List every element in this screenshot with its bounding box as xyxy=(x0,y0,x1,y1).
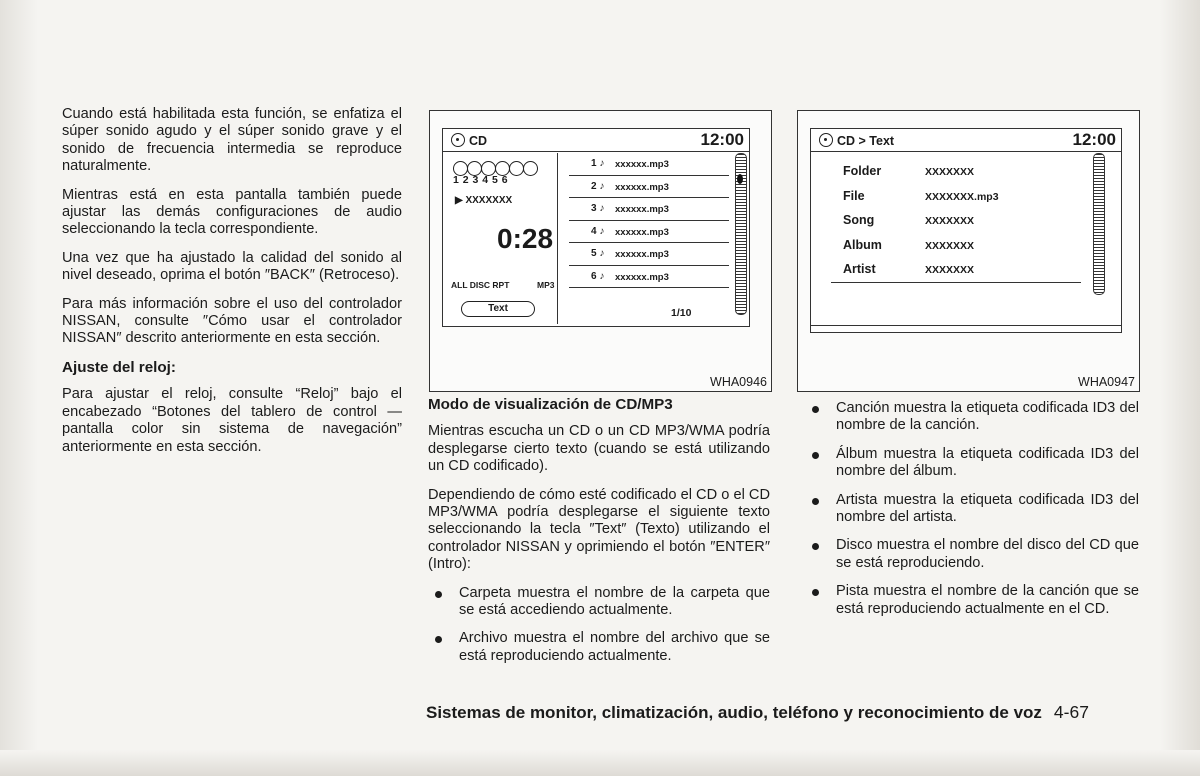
cd-screen xyxy=(442,128,750,327)
track-number: 5 ♪ xyxy=(591,248,605,259)
list-item-text: Pista muestra el nombre de la canción que se está reproduciendo actualmente en el CD. xyxy=(836,583,1139,617)
section-heading: Modo de visualización de CD/MP3 xyxy=(428,396,673,413)
info-value: XXXXXXX xyxy=(925,239,975,252)
list-item xyxy=(805,446,1139,481)
footer-section-title: Sistemas de monitor, climatización, audio, teléfono y reconocimiento de voz xyxy=(426,703,1042,722)
disc-icon xyxy=(451,133,465,147)
screen-title-bar xyxy=(443,129,749,152)
paragraph: Una vez que ha ajustado la calidad del sonido al nivel deseado, oprima el botón ″BACK″ (Retroceso). xyxy=(62,249,402,284)
list-item xyxy=(805,537,1139,572)
track-file: xxxxxx.mp3 xyxy=(615,181,669,193)
scrollbar[interactable] xyxy=(1093,153,1105,295)
info-row xyxy=(831,233,1081,258)
page-number: 4-67 xyxy=(1053,702,1089,722)
mode-indicator xyxy=(451,280,555,290)
bullet-list xyxy=(428,585,770,666)
list-item xyxy=(805,583,1139,618)
clock-heading: Ajuste del reloj: xyxy=(62,358,176,376)
list-item-text: Carpeta muestra el nombre de la carpeta que se está accediendo actualmente. xyxy=(459,584,770,619)
track-number: 1 ♪ xyxy=(591,158,605,169)
track-item[interactable] xyxy=(569,198,729,221)
cd-text-screen xyxy=(810,128,1122,333)
info-row xyxy=(831,184,1081,209)
info-value: XXXXXXX xyxy=(925,166,975,178)
page-edge-left xyxy=(0,0,38,776)
page-edge-bottom xyxy=(0,750,1200,776)
track-item[interactable] xyxy=(569,153,729,176)
track-number: 4 ♪ xyxy=(591,225,605,237)
bullet-list xyxy=(805,400,1139,618)
screen-title: CD > Text xyxy=(837,134,895,148)
info-key: Song xyxy=(843,213,875,227)
track-name: ▶ XXXXXXX xyxy=(455,195,513,206)
list-item xyxy=(428,630,770,665)
list-item-text: Álbum muestra la etiqueta codificada ID3 del nombre del álbum. xyxy=(836,445,1139,480)
figure-code: WHA0947 xyxy=(1078,375,1135,389)
track-list xyxy=(569,153,729,288)
now-playing-panel xyxy=(443,153,558,324)
right-column xyxy=(805,400,1139,629)
middle-column xyxy=(428,396,770,676)
list-item-text: Artista muestra la etiqueta codificada ID3 del nombre del artista. xyxy=(836,491,1139,526)
list-item xyxy=(805,492,1139,527)
paragraph: Para ajustar el reloj, consulte “Reloj” bajo el encabezado “Botones del tablero de control — pantalla color sin sistema de navegación” anteriormente en esta sección. xyxy=(62,386,402,455)
screen-clock: 12:00 xyxy=(700,130,744,149)
disc-icon xyxy=(819,133,833,147)
paragraph: Dependiendo de cómo esté codificado el CD o el CD MP3/WMA podría desplegarse el siguiente texto seleccionando la tecla ″Text″ (Texto) utilizando el controlador NISSAN y oprimiendo el botón ″ENTER″ (Intro): xyxy=(428,486,770,573)
track-number: 2 ♪ xyxy=(591,180,605,192)
bullet-icon xyxy=(435,591,442,598)
track-file: xxxxxx.mp3 xyxy=(615,159,669,170)
disc-numbers: 1 2 3 4 5 6 xyxy=(453,174,508,186)
track-item[interactable] xyxy=(569,221,729,244)
info-row xyxy=(831,257,1081,282)
track-item[interactable] xyxy=(569,243,729,266)
screen-title-bar xyxy=(811,129,1121,152)
info-value: XXXXXXX.mp3 xyxy=(925,190,999,203)
bullet-icon xyxy=(812,406,819,413)
list-item-text: Disco muestra el nombre del disco del CD que se está reproduciendo. xyxy=(836,537,1139,571)
screen-clock: 12:00 xyxy=(1072,130,1116,149)
text-info-list xyxy=(831,159,1081,283)
page-count: 1/10 xyxy=(671,307,692,319)
bullet-icon xyxy=(812,543,819,550)
track-file: xxxxxx.mp3 xyxy=(615,204,669,215)
bullet-icon xyxy=(812,498,819,505)
track-number: 6 ♪ xyxy=(591,270,605,282)
track-file: xxxxxx.mp3 xyxy=(615,271,669,283)
list-item-text: Archivo muestra el nombre del archivo que se está reproduciendo actualmente. xyxy=(459,630,770,664)
track-number: 3 ♪ xyxy=(591,203,605,214)
info-value: XXXXXXX xyxy=(925,215,975,227)
page-edge-right xyxy=(1160,0,1200,776)
info-key: File xyxy=(843,188,865,203)
elapsed-time: 0:28 xyxy=(497,223,554,254)
list-item-text: Canción muestra la etiqueta codificada ID3 del nombre de la canción. xyxy=(836,400,1139,434)
divider xyxy=(811,325,1121,326)
info-key: Artist xyxy=(843,262,876,276)
track-item[interactable] xyxy=(569,176,729,199)
info-row xyxy=(831,159,1081,184)
info-key: Album xyxy=(843,237,882,252)
bullet-icon xyxy=(435,636,442,643)
info-value: XXXXXXX xyxy=(925,264,975,276)
track-file: xxxxxx.mp3 xyxy=(615,249,669,260)
format-label: MP3 xyxy=(537,280,555,290)
paragraph: Mientras está en esta pantalla también puede ajustar las demás configuraciones de audio seleccionando la tecla correspondiente. xyxy=(62,186,402,238)
track-file: xxxxxx.mp3 xyxy=(615,226,669,238)
page-footer xyxy=(426,702,1089,723)
disc-selector xyxy=(453,161,537,186)
cd-text-screen-figure xyxy=(797,110,1140,392)
list-item xyxy=(428,585,770,620)
list-item xyxy=(805,400,1139,435)
text-button[interactable]: Text xyxy=(461,301,535,317)
info-row xyxy=(831,208,1081,233)
info-key: Folder xyxy=(843,164,882,178)
paragraph: Para más información sobre el uso del controlador NISSAN, consulte ″Cómo usar el controlador NISSAN″ descrito anteriormente en esta sección. xyxy=(62,295,402,347)
paragraph: Cuando está habilitada esta función, se enfatiza el súper sonido agudo y el súper sonido grave y el sonido de frecuencia intermedia se reproduce naturalmente. xyxy=(62,106,402,175)
paragraph: Mientras escucha un CD o un CD MP3/WMA podría desplegarse cierto texto (cuando se está utilizando un CD codificado). xyxy=(428,423,770,475)
track-item[interactable] xyxy=(569,266,729,289)
figure-code: WHA0946 xyxy=(710,375,767,389)
screen-title: CD xyxy=(469,134,488,148)
scroll-thumb[interactable] xyxy=(737,174,743,184)
bullet-icon xyxy=(812,589,819,596)
repeat-mode: ALL DISC RPT xyxy=(451,280,510,290)
left-column xyxy=(62,106,402,467)
bullet-icon xyxy=(812,452,819,459)
cd-screen-figure xyxy=(429,110,772,392)
scrollbar[interactable] xyxy=(735,153,747,315)
